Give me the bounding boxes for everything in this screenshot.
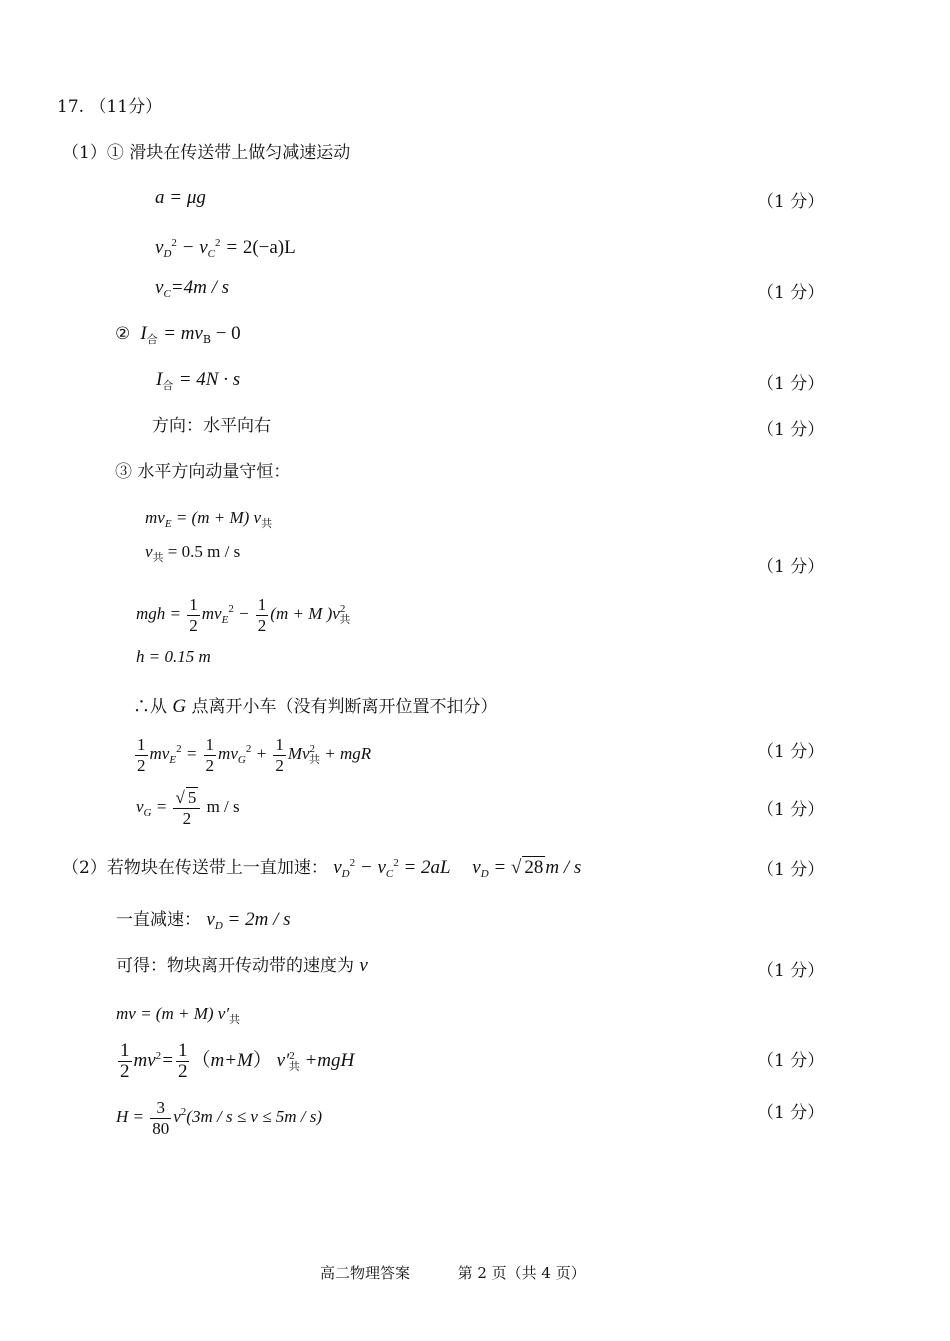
H-range: (3m / s ≤ v ≤ 5m / s) xyxy=(186,1107,323,1126)
decel-eq: = 2m / s xyxy=(227,909,291,930)
sub-gong: 共 xyxy=(288,1061,300,1073)
step3-text: 水平方向动量守恒： xyxy=(137,462,291,482)
part2-conclusion: 可得：物块离开传动带的速度为 v xyxy=(116,955,368,976)
eq-energy-h: mgh = $\frac{1}{2}$ $mv_E^2$ − $\frac{1}{2}$ (m + M )$v^2_共$ xyxy=(136,594,351,635)
footer-subject: 高二物理答案 xyxy=(320,1264,411,1282)
sub-gong: 共 xyxy=(261,518,273,530)
part2-conclusion-text: 可得：物块离开传动带的速度为 xyxy=(116,956,360,976)
sub-gong: 共 xyxy=(309,754,321,766)
score: （1 分） xyxy=(757,283,825,303)
eq-vgong-value: = 0.5 m / s xyxy=(167,542,241,561)
step1-text: 滑块在传送带上做匀减速运动 xyxy=(129,143,351,163)
eq-vc: $v_C=4m / s$ xyxy=(155,277,229,300)
sub-he: 合 xyxy=(146,333,158,346)
step3-line xyxy=(115,461,290,483)
part2-accel-rhs: = 2aL xyxy=(403,857,451,878)
eq-kinematics: $v_D^2 - v_C^2 = 2(-a)L$ xyxy=(155,237,296,260)
decel-line: 一直减速： $v_D = 2m / s$ xyxy=(116,909,291,932)
score: （1 分） xyxy=(757,800,825,820)
problem-points: （11分） xyxy=(89,97,163,117)
eq-impulse-tail: − 0 xyxy=(210,323,241,344)
score: （1 分） xyxy=(757,1051,825,1071)
direction-text: 方向：水平向右 xyxy=(152,416,271,436)
conclusion-post: 点离开小车（没有判断离开位置不扣分） xyxy=(186,697,498,717)
eq-energy-g: $\frac{1}{2}$ $mv_E^2$ = $\frac{1}{2}$ $mv_G^2$ + $\frac{1}{2}$ $Mv^2_共$ + mgR xyxy=(137,734,372,775)
sub-b: B xyxy=(202,333,211,346)
score: （1 分） xyxy=(757,420,825,440)
step3-marker: ③ xyxy=(115,462,132,482)
eq-momentum: $mv_E = (m + M)$ $v_共$ xyxy=(145,508,273,530)
problem-number: 17. xyxy=(57,97,85,117)
decel-label: 一直减速： xyxy=(116,910,201,930)
score: （1 分） xyxy=(757,961,825,981)
eq-vg: $v_G$ = $\frac{√ 5}{2}$ m / s xyxy=(136,788,240,829)
eq-a-mu-g: a = μg xyxy=(155,187,206,208)
eq-impulse-rhs: = mv xyxy=(163,323,203,344)
score: （1 分） xyxy=(757,557,825,577)
score: （1 分） xyxy=(757,860,825,880)
score: （1 分） xyxy=(757,1103,825,1123)
conclusion-g xyxy=(133,696,498,718)
eq-momentum-2: mv = (m + M) $v'_共$ xyxy=(116,1004,241,1026)
score: （1 分） xyxy=(757,192,825,212)
part2-text: 若物块在传送带上一直加速： xyxy=(106,858,328,878)
sub-gong: 共 xyxy=(339,614,351,626)
sub-gong: 共 xyxy=(229,1014,241,1026)
eq-impulse: ② $I_合 = mv_B - 0$ xyxy=(115,323,241,346)
problem-heading xyxy=(57,96,162,118)
eq-impulse-value: $I_合 = 4N \cdot s$ xyxy=(156,369,241,392)
eq-vc-value: =4m / s xyxy=(170,277,229,298)
eq-energy-H: $\frac{1}{2}$ $mv^2=$ $\frac{1}{2}$ （m+M） $v'^2_共 +mgH$ xyxy=(120,1040,355,1083)
sub-gong: 共 xyxy=(152,552,164,564)
step1-marker: ① xyxy=(106,143,124,163)
eq-impulse-value-rhs: = 4N · s xyxy=(178,369,241,390)
eq-vgong: $v_共 = 0.5$ m / s xyxy=(145,542,241,564)
sub-he: 合 xyxy=(162,379,174,392)
part1-header xyxy=(62,142,350,164)
step2-marker: ② xyxy=(115,324,131,344)
part1-label: （1） xyxy=(62,143,107,163)
eq-h-value: h = 0.15 m xyxy=(136,647,211,666)
vd-sqrt-value: 28 xyxy=(524,857,544,878)
vd-unit: m / s xyxy=(545,857,582,878)
eq-H-result: H = $\frac{3}{80}$ $v^2(3m / s \le v \le 5m / s)$ xyxy=(116,1097,323,1138)
conclusion-pre: ∴从 xyxy=(133,697,173,717)
score: （1 分） xyxy=(757,374,825,394)
part2-label: （2） xyxy=(62,858,107,878)
footer-page: 第 2 页（共 4 页） xyxy=(457,1264,586,1282)
page-footer xyxy=(320,1262,586,1284)
score: （1 分） xyxy=(757,742,825,762)
part2-header: （2）若物块在传送带上一直加速： $v_D^2 - v_C^2 = 2aL$ $v_D$ = √ 28 m / s xyxy=(62,857,582,880)
conclusion-point: G xyxy=(172,696,187,717)
eq-kinematics-rhs: 2(−a)L xyxy=(242,237,296,258)
